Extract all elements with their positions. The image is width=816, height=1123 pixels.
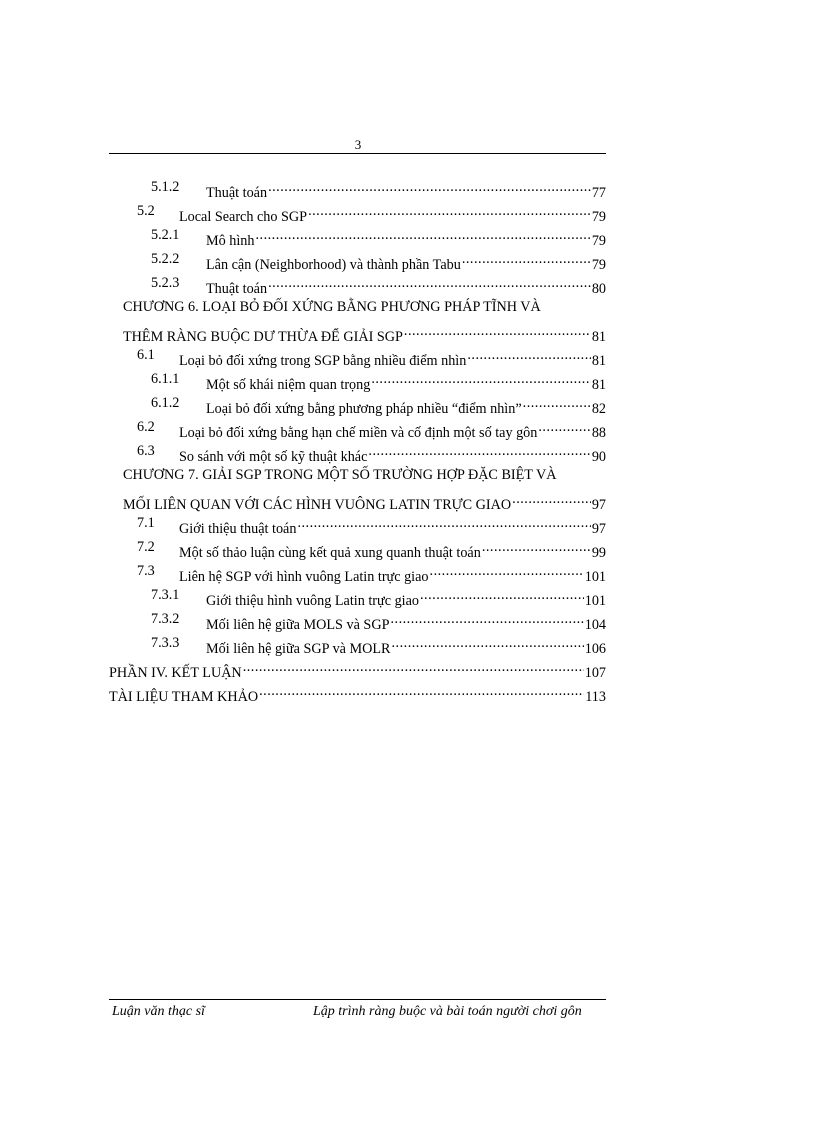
toc-entry-page: 107 [584,665,606,681]
toc-entry-number: 5.1.2 [151,179,180,195]
toc-entry[interactable] [0,441,816,465]
toc-entry-number: 7.3 [137,563,155,579]
dot-leader [371,369,590,389]
toc-entry[interactable] [0,561,816,585]
toc-entry-page: 79 [591,233,606,249]
toc-entry[interactable] [0,681,816,705]
dot-leader [243,657,584,677]
toc-entry[interactable] [0,249,816,273]
dot-leader [255,225,590,245]
dot-leader [308,201,591,221]
dot-leader [462,249,591,269]
toc-entry[interactable] [0,417,816,441]
toc-entry[interactable] [0,537,816,561]
dot-leader [512,489,591,509]
toc-entry-number: 6.1.1 [151,371,180,387]
footer-left-text: Luận văn thạc sĩ [112,1004,205,1019]
toc-entry-title: Mối liên hệ giữa SGP và MOLR [206,641,391,657]
dot-leader [467,345,590,365]
toc-entry-page: 101 [584,569,606,585]
toc-entry-title: Thuật toán [206,281,268,297]
footer-rule [109,999,606,1000]
toc-entry-title: Local Search cho SGP [179,209,308,225]
dot-leader [523,393,591,413]
dot-leader [268,273,591,293]
toc-entry[interactable] [0,609,816,633]
toc-entry-title: CHƯƠNG 7. GIẢI SGP TRONG MỘT SỐ TRƯỜNG HỢP ĐẶC BIỆT VÀ [123,467,557,483]
toc-entry-number: 7.3.1 [151,587,180,603]
toc-entry-page: 82 [591,401,606,417]
toc-entry[interactable] [0,393,816,417]
toc-entry-number: 5.2.1 [151,227,180,243]
toc-entry-title: PHẦN IV. KẾT LUẬN [109,665,242,681]
toc-entry-title: Thuật toán [206,185,268,201]
footer-right-text: Lập trình ràng buộc và bài toán người chơi gôn [313,1004,582,1019]
toc-entry-page: 90 [591,449,606,465]
toc-entry[interactable] [0,201,816,225]
toc-entry[interactable] [0,345,816,369]
dot-leader [259,681,584,701]
toc-entry-page: 97 [591,521,606,537]
toc-entry-title: Loại bỏ đối xứng trong SGP bằng nhiều điểm nhìn [179,353,467,369]
toc-entry-page: 79 [591,257,606,273]
toc-entry[interactable] [0,513,816,537]
toc-entry-number: 6.1 [137,347,155,363]
dot-leader [268,177,591,197]
dot-leader [390,609,583,629]
toc-entry[interactable] [0,273,816,297]
dot-leader [297,513,590,533]
toc-entry-number: 7.3.2 [151,611,180,627]
toc-entry-page: 97 [591,497,606,513]
toc-entry-title: Loại bỏ đối xứng bằng phương pháp nhiều “điểm nhìn” [206,401,522,417]
toc-entry-title: Giới thiệu hình vuông Latin trực giao [206,593,419,609]
toc-entry-page: 81 [591,353,606,369]
toc-entry-number: 7.2 [137,539,155,555]
toc-entry-number: 6.2 [137,419,155,435]
toc-entry[interactable] [0,489,816,513]
toc-entry-title: Loại bỏ đối xứng bằng hạn chế miền và cố định một số tay gôn [179,425,538,441]
toc-entry-title: Lân cận (Neighborhood) và thành phần Tabu [206,257,461,273]
toc-entry-title: MỐI LIÊN QUAN VỚI CÁC HÌNH VUÔNG LATIN TRỰC GIAO [123,497,512,513]
toc-entry-page: 101 [584,593,606,609]
toc-entry-title: Mối liên hệ giữa MOLS và SGP [206,617,390,633]
dot-leader [538,417,590,437]
dot-leader [392,633,584,653]
toc-entry-page: 104 [584,617,606,633]
toc-entry-page: 106 [584,641,606,657]
dot-leader [368,441,590,461]
toc-entry-number: 5.2.2 [151,251,180,267]
toc-entry[interactable] [0,657,816,681]
toc-entry-title: Một số khái niệm quan trọng [206,377,371,393]
toc-entry[interactable] [0,225,816,249]
toc-entry-page: 80 [591,281,606,297]
toc-entry-page: 81 [591,377,606,393]
header-rule [109,153,606,154]
toc-entry-title: TÀI LIỆU THAM KHẢO [109,689,259,705]
toc-entry-page: 88 [591,425,606,441]
toc-entry[interactable] [0,585,816,609]
toc-entry-title: Giới thiệu thuật toán [179,521,297,537]
toc-entry-title: Một số thảo luận cùng kết quả xung quanh thuật toán [179,545,481,561]
toc-entry[interactable] [0,633,816,657]
dot-leader [482,537,591,557]
toc-entry[interactable] [0,369,816,393]
toc-entry-number: 7.3.3 [151,635,180,651]
toc-entry-page: 79 [591,209,606,225]
dot-leader [404,321,591,341]
toc-entry-title: THÊM RÀNG BUỘC DƯ THỪA ĐỂ GIẢI SGP [123,329,403,345]
toc-chapter-heading[interactable] [0,465,816,489]
toc-entry-number: 6.1.2 [151,395,180,411]
toc-entry-number: 5.2 [137,203,155,219]
toc-entry-title: CHƯƠNG 6. LOẠI BỎ ĐỐI XỨNG BẰNG PHƯƠNG PHÁP TĨNH VÀ [123,299,541,315]
toc-entry-page: 99 [591,545,606,561]
toc-entry-title: Mô hình [206,233,255,249]
toc-entry-title: So sánh với một số kỹ thuật khác [179,449,368,465]
toc-entry-page: 77 [591,185,606,201]
toc-entry-number: 7.1 [137,515,155,531]
toc-chapter-heading[interactable] [0,297,816,321]
toc-entry[interactable] [0,177,816,201]
dot-leader [430,561,584,581]
toc-entry-number: 6.3 [137,443,155,459]
toc-entry-page: 113 [585,689,606,705]
toc-entry-number: 5.2.3 [151,275,180,291]
page-number: 3 [354,137,362,152]
toc-entry-title: Liên hệ SGP với hình vuông Latin trực giao [179,569,429,585]
toc-entry[interactable] [0,321,816,345]
dot-leader [420,585,584,605]
toc-entry-page: 81 [591,329,606,345]
